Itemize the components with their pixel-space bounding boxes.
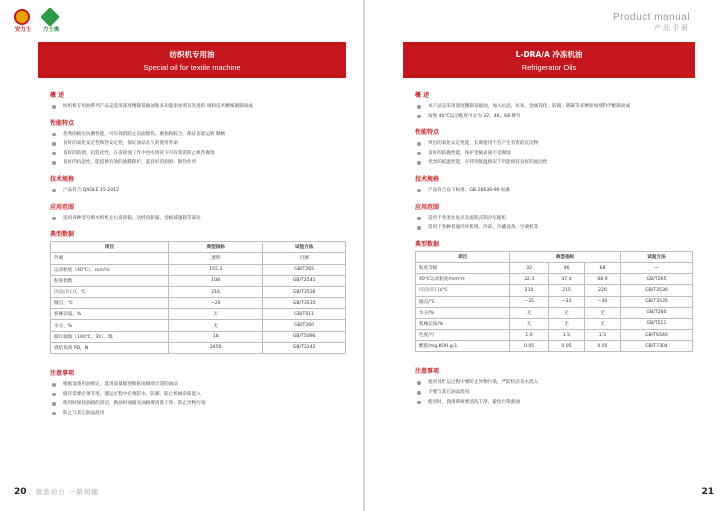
table-row: [51, 331, 346, 342]
section-title-spec: 技术规格: [415, 175, 440, 183]
table-cell: 倾点，℃: [51, 298, 169, 309]
table-cell: 机械杂质/%: [416, 318, 510, 329]
table-cell: GB/T7304: [620, 341, 692, 352]
table-cell: 220: [584, 285, 620, 296]
table-cell: 无: [584, 318, 620, 329]
table-cell: GB/T265: [263, 264, 346, 275]
table-cell: 210: [510, 285, 549, 296]
logo-2-text: 力士奥: [42, 27, 60, 33]
section-title-features: 性能特点: [415, 129, 440, 137]
logo-ring-icon: [14, 9, 30, 25]
table-cell: GB/T3535: [263, 298, 346, 309]
table-row: [51, 264, 346, 275]
table-cell: −33: [548, 296, 584, 307]
list-item: 适用各种型号喷水织机左右齿轮箱、送经齿轮箱、卷板减速箱等部位: [50, 214, 346, 224]
table-cell: 2450: [169, 342, 263, 353]
section-title-overview: 概 述: [415, 92, 430, 99]
table-cell: 目测: [263, 253, 346, 264]
table-cell: 68: [584, 262, 620, 273]
table-cell: 215: [548, 285, 584, 296]
table-cell: 无: [169, 309, 263, 320]
footer-slogan: 强劲动力 一路相随: [35, 488, 99, 496]
table-cell: 40℃运动粘度/mm²/s: [416, 274, 510, 285]
table-row: [51, 320, 346, 331]
list-item: 使用时，润滑系统要清洗干净，避免污染新油: [415, 398, 693, 408]
table-cell: 0.05: [584, 341, 620, 352]
overview-list: [50, 102, 346, 112]
table-cell: 水分/%: [416, 307, 510, 318]
logo-leaf-icon: [40, 7, 60, 27]
table-cell: GB/T5096: [263, 331, 346, 342]
table-cell: 倾点/℃: [416, 296, 510, 307]
table-cell: 32.3: [510, 274, 549, 285]
manual-title-cn: 产品手册: [654, 24, 690, 32]
product-banner: [38, 42, 346, 78]
spec-list: [415, 186, 693, 196]
table-cell: GB/T3536: [263, 286, 346, 297]
table-cell: GB/T511: [620, 318, 692, 329]
section-title-typical-data: 典型数据: [50, 231, 75, 239]
table-cell: 108: [169, 275, 263, 286]
table-cell: 1b: [169, 331, 263, 342]
table-cell: 0.05: [510, 341, 549, 352]
brand-logo-2: [38, 8, 62, 32]
table-header: 试验方法: [620, 251, 692, 262]
table-cell: 机械杂质，%: [51, 309, 169, 320]
left-footer: [14, 487, 99, 497]
features-list: [415, 139, 693, 168]
list-item: 适用于各类往复式及旋转式制冷压缩机: [415, 214, 693, 224]
table-cell: 粘度指数: [51, 275, 169, 286]
page-number: 20: [14, 487, 27, 497]
table-cell: 32: [510, 262, 549, 273]
overview-list: [415, 102, 693, 121]
list-item: 不要与其它油品混用: [415, 388, 693, 398]
table-cell: 1.5: [584, 330, 620, 341]
table-cell: 烧结负荷 PD，N: [51, 342, 169, 353]
table-cell: 155.3: [169, 264, 263, 275]
left-content: [50, 90, 346, 418]
table-row: [51, 342, 346, 353]
table-header: 典型指标: [510, 251, 621, 262]
table-cell: 1.5: [548, 330, 584, 341]
table-cell: GB/T260: [263, 320, 346, 331]
product-banner: [403, 42, 695, 78]
list-item: 本产品是采用深度精制基础油，加入抗泡、抗氧、金属钝化、防腐、降凝等多种添加剂科学配制而成: [415, 102, 693, 112]
table-row: [416, 341, 693, 352]
table-row: [416, 330, 693, 341]
table-cell: 无: [510, 318, 549, 329]
banner-title-cn: 纺织机专用油: [169, 50, 215, 59]
table-cell: 运动粘度（40℃），mm²/s: [51, 264, 169, 275]
table-cell: GB/T260: [620, 307, 692, 318]
table-cell: 216: [169, 286, 263, 297]
table-cell: 水分，%: [51, 320, 169, 331]
list-item: 产品符合以下标准：GB 16630-96 标准: [415, 186, 693, 196]
section-title-notes: 注意事项: [415, 368, 440, 376]
table-header: 典型指标: [169, 242, 263, 253]
right-page: [365, 0, 728, 511]
table-cell: 外观: [51, 253, 169, 264]
section-title-application: 应用范围: [50, 203, 75, 211]
table-cell: GB/T6540: [620, 330, 692, 341]
table-cell: 无: [548, 318, 584, 329]
table-cell: 0.05: [548, 341, 584, 352]
list-item: 纺织机专用油系列产品是选用深度精制基础油和多功能添加剂及先进的 调和技术精细调制而成: [50, 102, 346, 112]
table-header-row: [416, 251, 693, 262]
table-cell: GB/T3536: [620, 285, 692, 296]
table-row: [416, 296, 693, 307]
table-header: 项目: [51, 242, 169, 253]
list-item: 产品符合 Q/IQLE 15-2012: [50, 186, 346, 196]
brand-logo-1: [10, 8, 34, 32]
table-cell: GB/T511: [263, 309, 346, 320]
section-title-overview: 概 述: [50, 92, 65, 99]
typical-data-table: [50, 241, 346, 354]
list-item: 防止与其它油品混用: [50, 409, 346, 419]
table-cell: 无: [548, 307, 584, 318]
table-cell: 46: [548, 262, 584, 273]
table-row: [416, 274, 693, 285]
table-cell: −20: [169, 298, 263, 309]
notes-list: [50, 380, 346, 418]
table-cell: 闪点(开口)/℃: [416, 285, 510, 296]
table-row: [51, 286, 346, 297]
table-row: [416, 318, 693, 329]
table-cell: 68.9: [584, 274, 620, 285]
table-cell: 47.4: [548, 274, 584, 285]
table-cell: 无: [584, 307, 620, 318]
table-cell: −30: [584, 296, 620, 307]
table-cell: 粘度等级: [416, 262, 510, 273]
table-cell: 1.0: [510, 330, 549, 341]
list-item: 按照 40℃运动粘度可分为 32、46、68 牌号: [415, 112, 693, 122]
table-cell: 透明: [169, 253, 263, 264]
section-title-typical-data: 典型数据: [415, 240, 440, 248]
page-number: 21: [701, 487, 714, 497]
table-header-row: [51, 242, 346, 253]
table-cell: —: [620, 262, 692, 273]
table-row: [416, 307, 693, 318]
spec-list: [50, 186, 346, 196]
features-list: [50, 130, 346, 168]
list-item: 优秀的极压抗磨性能，可有效的防止齿面擦伤、磨损和胶合，保证齿轮运转 顺畅: [50, 130, 346, 140]
list-item: 使用时保持油箱的清洁，换油时油箱及油路要清洗干净，防止异物污染: [50, 399, 346, 409]
list-item: 良好的防锈、抗乳化性，在齿轮油工作中进水情况下可有效的防止机件腐蚀: [50, 149, 346, 159]
table-row: [51, 253, 346, 264]
table-cell: 酸值/mg.KOH.g-1: [416, 341, 510, 352]
application-list: [50, 214, 346, 224]
application-list: [415, 214, 693, 233]
left-page: [0, 0, 363, 511]
section-title-spec: 技术规格: [50, 175, 75, 183]
list-item: 优异的低温性能，在特别低温情况下仍能保持良好的流动性: [415, 158, 693, 168]
notes-list: [415, 378, 693, 407]
list-item: 适用于各种普通冷库机组，冷冻、冷藏设备，空调机等: [415, 223, 693, 233]
section-title-application: 应用范围: [415, 203, 440, 211]
list-item: 储存需要必须专用，储运过程中必须防水、防潮、防止机械杂质混入: [50, 390, 346, 400]
table-cell: GB/T3535: [620, 296, 692, 307]
table-cell: 色度/号: [416, 330, 510, 341]
list-item: 根据设备用油规定，选用质量级别和粘度级别合适的油品: [50, 380, 346, 390]
table-cell: 铜片腐蚀（100℃，3h），级: [51, 331, 169, 342]
banner-title-cn: L-DRA/A 冷冻机油: [515, 50, 583, 59]
list-item: 良好的抗泡性，能提供有效的油膜保护，起良好的润滑、散热作用: [50, 158, 346, 168]
table-cell: 无: [169, 320, 263, 331]
table-cell: 闪点(开口)，℃: [51, 286, 169, 297]
table-row: [51, 275, 346, 286]
banner-title-en: Special oil for textile machine: [143, 63, 241, 72]
table-row: [416, 262, 693, 273]
table-cell: GB/T265: [620, 274, 692, 285]
section-title-features: 性能特点: [50, 119, 75, 127]
brand-logos: [10, 8, 62, 32]
list-item: 突出的氧化安定性能，长期使用不会产生有害的沉淀物: [415, 139, 693, 149]
list-item: 良好的防腐性能，保护金属表面不受腐蚀: [415, 149, 693, 159]
table-row: [51, 309, 346, 320]
section-title-notes: 注意事项: [50, 370, 75, 378]
logo-1-text: 安力士: [14, 27, 32, 33]
table-header: 试验方法: [263, 242, 346, 253]
list-item: 良好的氧化安定性和热安定性，保证油品长久的使用寿命: [50, 139, 346, 149]
list-item: 使用及贮运过程中要防止异物污染，严防机杂及水混入: [415, 378, 693, 388]
right-footer: [701, 487, 714, 497]
table-row: [51, 298, 346, 309]
table-cell: GB/T2541: [263, 275, 346, 286]
table-cell: −35: [510, 296, 549, 307]
manual-title-en: Product manual: [612, 12, 690, 23]
table-cell: 无: [510, 307, 549, 318]
product-manual-header: [613, 12, 690, 33]
table-header: 项目: [416, 251, 510, 262]
typical-data-table: [415, 251, 693, 353]
table-cell: GB/T3142: [263, 342, 346, 353]
banner-title-en: Refrigerator Oils: [521, 63, 577, 72]
table-row: [416, 285, 693, 296]
right-content: [415, 90, 693, 407]
